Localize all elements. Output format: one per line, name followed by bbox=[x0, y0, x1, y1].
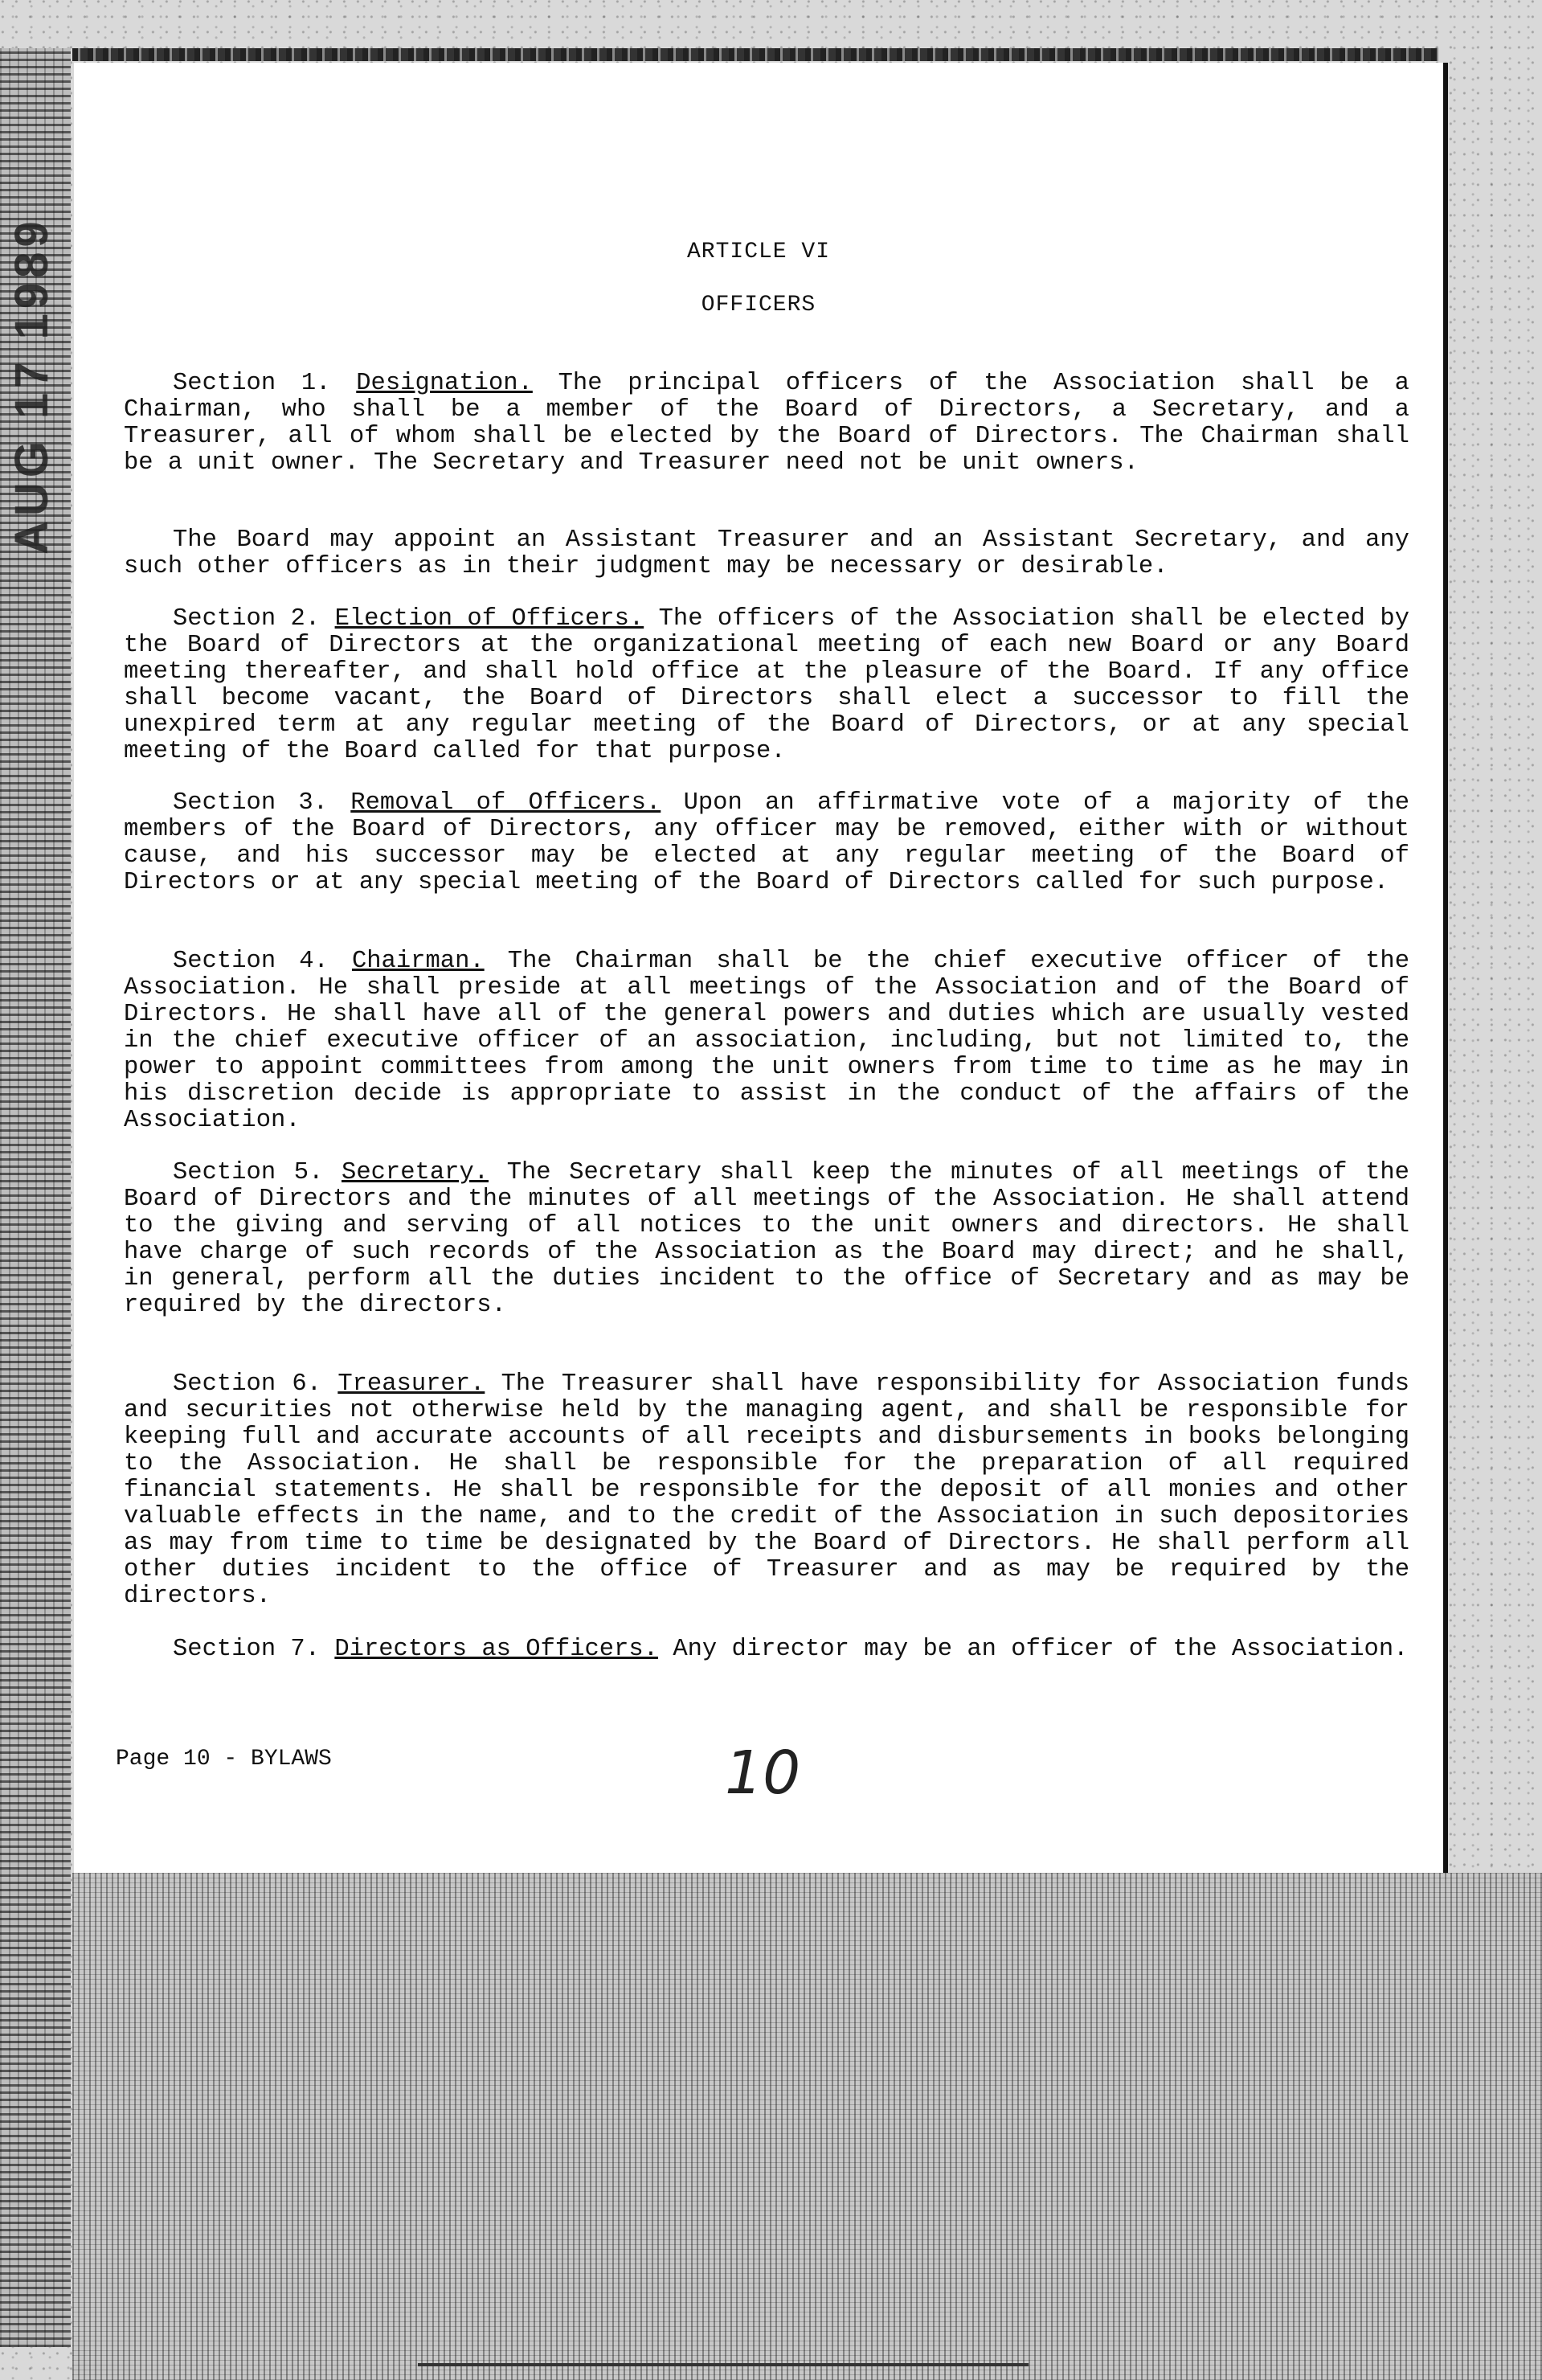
section-1-text: The principal officers of the Association shall be a Chairman, who shall be a member of the Board of Directors, a Secretary, and a Treasurer, all of whom shall be elected by the Board of Directors. The Chairman shall be a unit owner. The Secretary and Treasurer need not be unit owners. bbox=[124, 370, 1409, 477]
article-title: ARTICLE VI bbox=[686, 240, 831, 264]
section-3-paragraph bbox=[124, 790, 1409, 896]
section-7-paragraph bbox=[124, 1637, 1409, 1663]
date-stamp: AUG 17 1989 bbox=[6, 216, 58, 555]
section-1-prefix: Section 1. bbox=[173, 370, 357, 397]
section-3-title: Removal of Officers. bbox=[350, 789, 661, 817]
document-page bbox=[74, 63, 1448, 1873]
section-6-text: The Treasurer shall have responsibility for Association funds and securities not otherwise held by the managing agent, and shall be responsible for keeping full and accurate accounts of all receipts and disbursements in books belonging to the Association. He shall be responsible for the preparation of all required financial statements. He shall be responsible for the deposit of all monies and other valuable effects in the name, and to the credit of the Association in such depositories as may from time to time be designated by the Board of Directors. He shall perform all other duties incident to the office of Treasurer and as may be required by the directors. bbox=[124, 1370, 1409, 1610]
section-6-prefix: Section 6. bbox=[173, 1370, 338, 1398]
section-6-title: Treasurer. bbox=[337, 1370, 485, 1398]
section-5-prefix: Section 5. bbox=[173, 1159, 342, 1186]
scan-bottom-area bbox=[72, 1873, 1542, 2380]
section-4-text: The Chairman shall be the chief executive officer of the Association. He shall preside at all meetings of the Association and of the Board of Directors. He shall have all of the general powers and duties which are usually vested in the chief executive officer of an association, including, but not limited to, the power to appoint committees from among the unit owners from time to time as he may in his discretion decide is appropriate to assist in the conduct of the affairs of the Association. bbox=[124, 948, 1409, 1134]
section-6-paragraph bbox=[124, 1371, 1409, 1610]
section-1b-text: The Board may appoint an Assistant Treasurer and an Assistant Secretary, and any such other officers as in their judgment may be necessary or desirable. bbox=[124, 526, 1409, 580]
section-5-text: The Secretary shall keep the minutes of all meetings of the Board of Directors and the minutes of all meetings of the Association. He shall attend to the giving and serving of all notices to the unit owners and directors. He shall have charge of such records of the Association as the Board may direct; and he shall, in general, perform all the duties incident to the office of Secretary and as may be required by the directors. bbox=[124, 1159, 1409, 1319]
scan-top-edge bbox=[72, 48, 1438, 61]
handwritten-page-number: 10 bbox=[725, 1739, 801, 1808]
section-2-title: Election of Officers. bbox=[334, 605, 644, 633]
section-7-prefix: Section 7. bbox=[173, 1636, 335, 1663]
section-4-paragraph bbox=[124, 948, 1409, 1134]
section-5-paragraph bbox=[124, 1160, 1409, 1319]
section-4-title: Chairman. bbox=[351, 948, 485, 975]
section-4-prefix: Section 4. bbox=[173, 948, 352, 975]
section-2-prefix: Section 2. bbox=[173, 605, 335, 633]
section-1-continuation-paragraph bbox=[124, 527, 1409, 580]
section-5-title: Secretary. bbox=[342, 1159, 489, 1186]
section-3-text: Upon an affirmative vote of a majority of the members of the Board of Directors, any officer may be removed, either with or without cause, and his successor may be elected at any regular meeting of the Board of Directors or at any special meeting of the Board of Directors called for such purpose. bbox=[124, 789, 1409, 896]
section-7-text: Any director may be an officer of the Association. bbox=[658, 1636, 1409, 1663]
section-2-paragraph bbox=[124, 606, 1409, 765]
section-3-prefix: Section 3. bbox=[173, 789, 351, 817]
section-1-title: Designation. bbox=[356, 370, 533, 397]
page-footer: Page 10 - BYLAWS bbox=[116, 1747, 332, 1772]
scan-bottom-line bbox=[418, 2363, 1029, 2366]
section-2-text: The officers of the Association shall be elected by the Board of Directors at the organizational meeting of each new Board or any Board meeting thereafter, and shall hold office at the pleasure of the Board. If any office shall become vacant, the Board of Directors shall elect a successor to fill the unexpired term at any regular meeting of the Board of Directors, or at any special meeting of the Board called for that purpose. bbox=[124, 605, 1409, 765]
section-7-title: Directors as Officers. bbox=[334, 1636, 659, 1663]
article-heading: OFFICERS bbox=[701, 293, 816, 317]
section-1-paragraph bbox=[124, 371, 1409, 477]
